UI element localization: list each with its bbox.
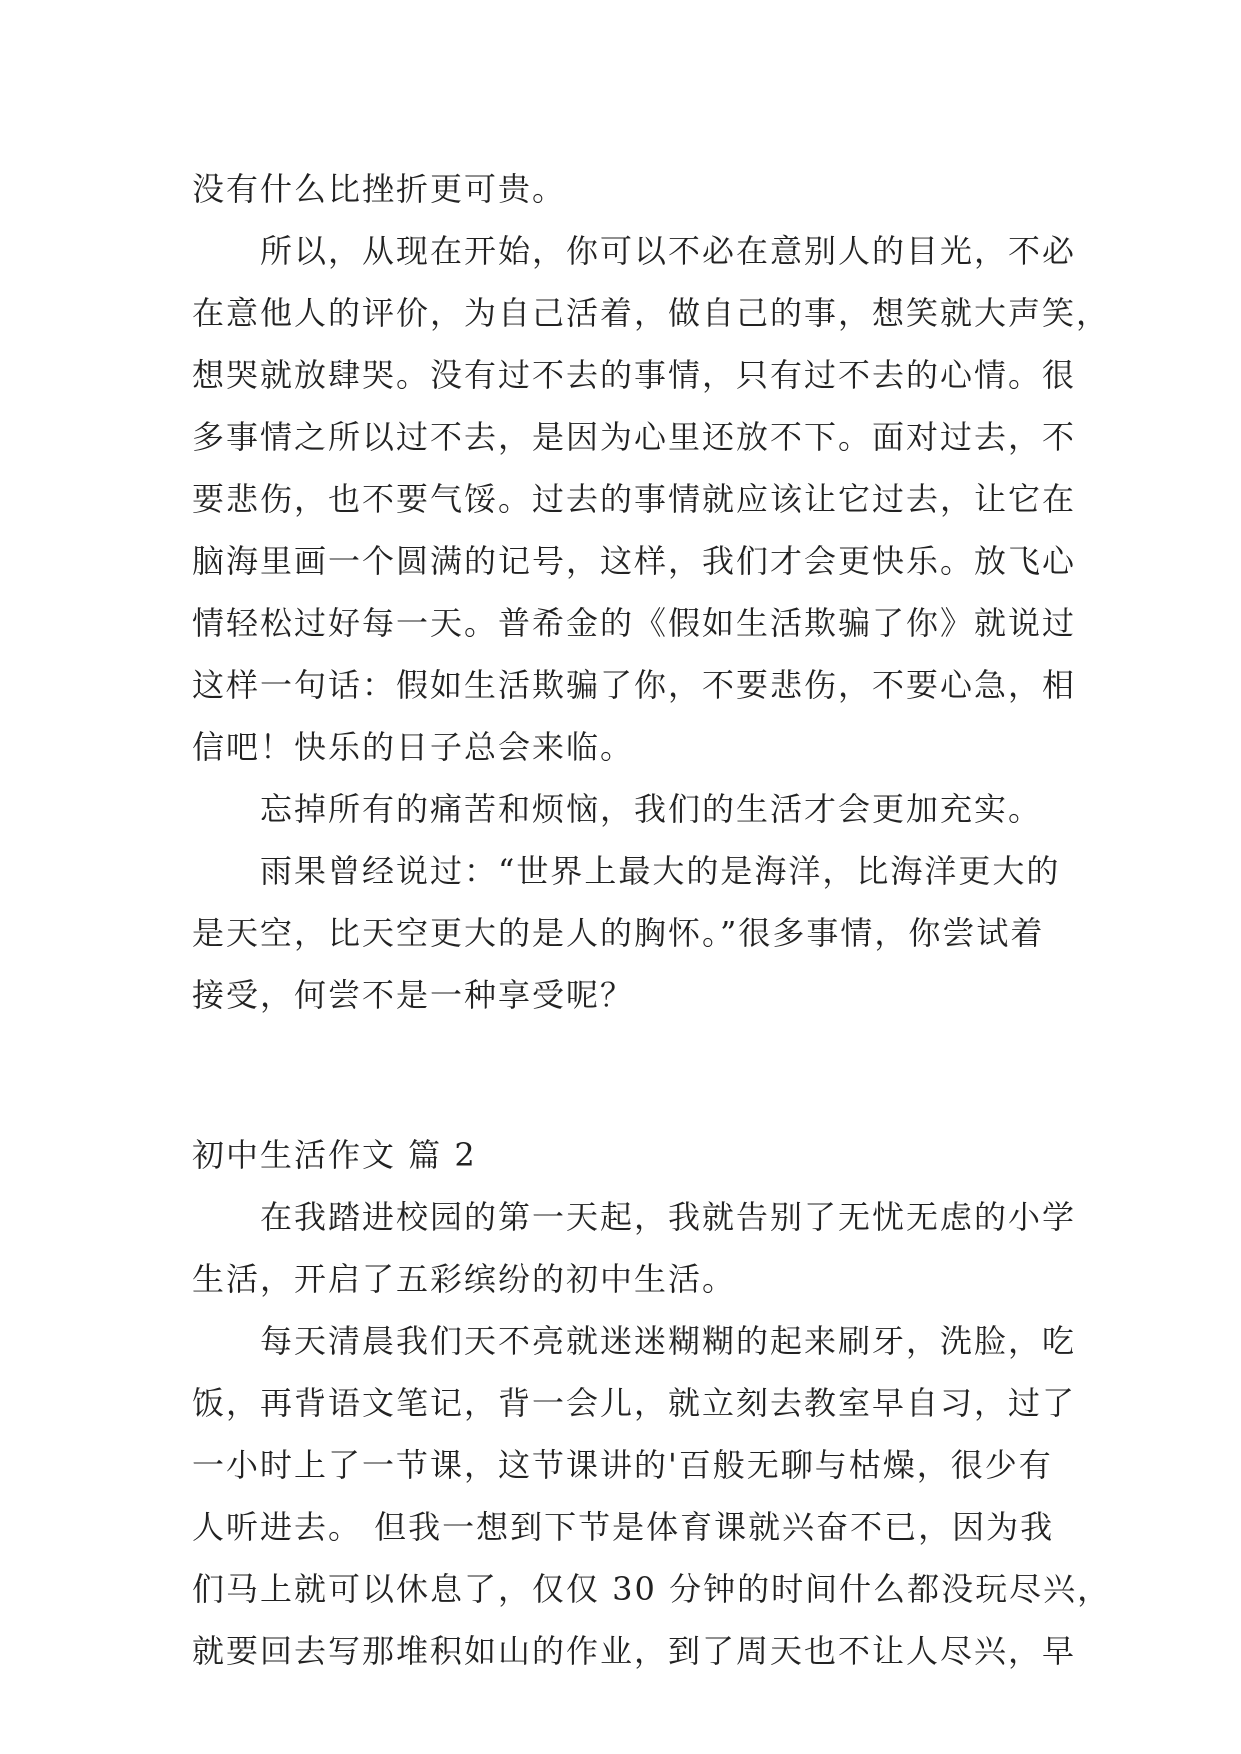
section-title: 初中生活作文 篇 2: [192, 1136, 477, 1174]
section-gap: [192, 1026, 1054, 1124]
paragraph-line: 脑海里画一个圆满的记号，这样，我们才会更快乐。放飞心: [192, 542, 1077, 580]
paragraph-line: 饭，再背语文笔记，背一会儿，就立刻去教室早自习，过了: [192, 1384, 1077, 1422]
paragraph-line: 想哭就放肆哭。没有过不去的事情，只有过不去的心情。很: [192, 356, 1077, 394]
paragraph-line: 就要回去写那堆积如山的作业，到了周天也不让人尽兴，早: [192, 1632, 1077, 1670]
paragraph-line: 是天空，比天空更大的是人的胸怀。”很多事情，你尝试着: [192, 914, 1045, 952]
paragraph-line: 人听进去。 但我一想到下节是体育课就兴奋不已，因为我: [192, 1508, 1055, 1546]
paragraph-line: 接受，何尝不是一种享受呢？: [192, 976, 635, 1014]
paragraph-line: 生活，开启了五彩缤纷的初中生活。: [192, 1260, 737, 1298]
paragraph-line: 信吧！快乐的日子总会来临。: [192, 728, 635, 766]
paragraph-line: 每天清晨我们天不亮就迷迷糊糊的起来刷牙，洗脸，吃: [260, 1322, 1077, 1360]
paragraph-line: 们马上就可以休息了，仅仅 30 分钟的时间什么都没玩尽兴，: [192, 1570, 1112, 1608]
paragraph-line: 没有什么比挫折更可贵。: [192, 170, 567, 208]
document-page: [192, 158, 1112, 1682]
paragraph-line: 忘掉所有的痛苦和烦恼，我们的生活才会更加充实。: [260, 790, 1043, 828]
paragraph-line: 这样一句话：假如生活欺骗了你，不要悲伤，不要心急，相: [192, 666, 1077, 704]
paragraph-line: 雨果曾经说过：“世界上最大的是海洋，比海洋更大的: [260, 852, 1061, 890]
paragraph-line: 多事情之所以过不去，是因为心里还放不下。面对过去，不: [192, 418, 1077, 456]
paragraph-line: 所以，从现在开始，你可以不必在意别人的目光，不必: [260, 232, 1077, 270]
paragraph-line: 要悲伤，也不要气馁。过去的事情就应该让它过去，让它在: [192, 480, 1077, 518]
paragraph-line: 情轻松过好每一天。普希金的《假如生活欺骗了你》就说过: [192, 604, 1077, 642]
paragraph-line: 在我踏进校园的第一天起，我就告别了无忧无虑的小学: [260, 1198, 1077, 1236]
paragraph-line: 在意他人的评价，为自己活着，做自己的事，想笑就大声笑，: [192, 294, 1111, 332]
paragraph-line: 一小时上了一节课，这节课讲的'百般无聊与枯燥，很少有: [192, 1446, 1053, 1484]
